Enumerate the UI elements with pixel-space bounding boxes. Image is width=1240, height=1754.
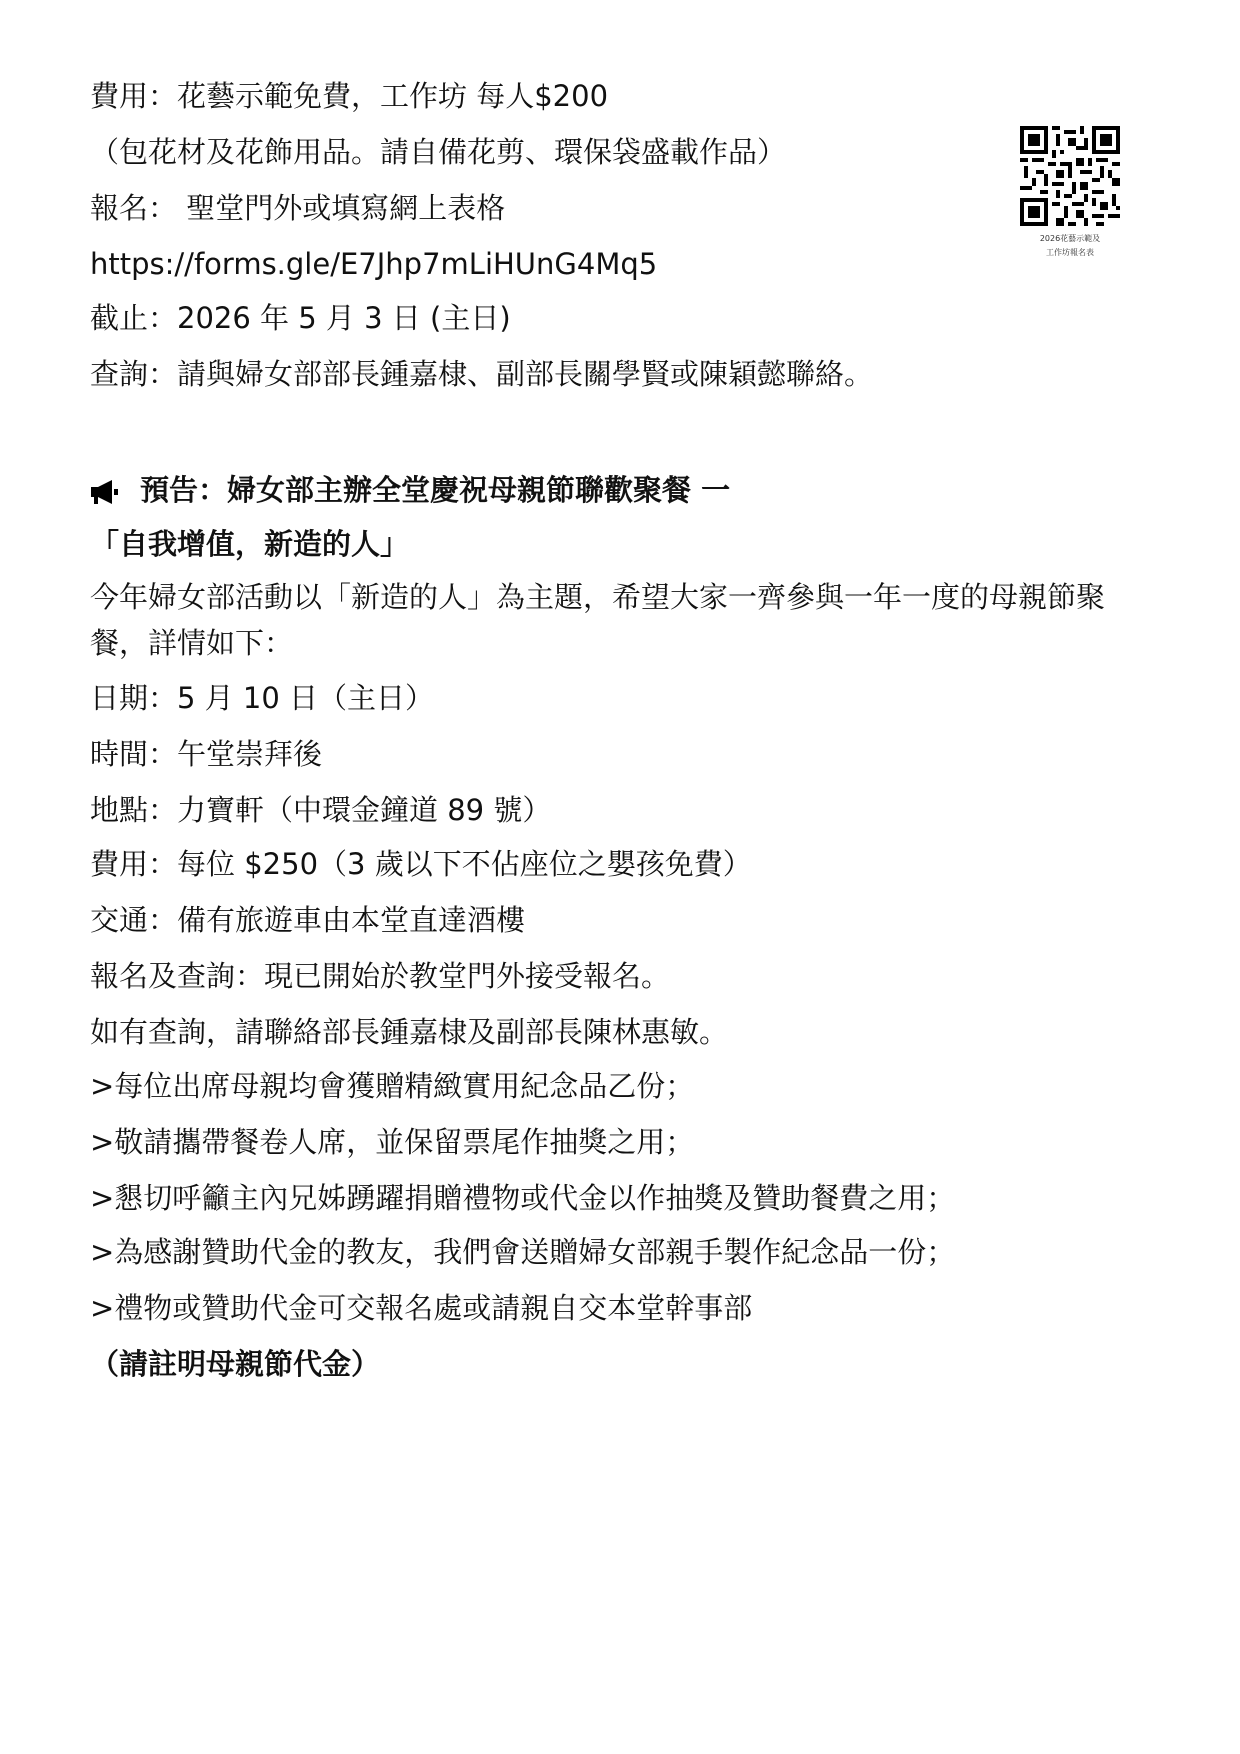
announcement-note: >禮物或贊助代金可交報名處或請親自交本堂幹事部 — [90, 1291, 753, 1325]
announcement-contact: 如有查詢，請聯絡部長鍾嘉棣及副部長陳林惠敏。 — [90, 1015, 729, 1049]
announcement-transport: 交通：備有旅遊車由本堂直達酒樓 — [90, 903, 526, 937]
announcement-theme: 「自我增值，新造的人」 — [90, 527, 410, 561]
announcement-note: >為感謝贊助代金的教友，我們會送贈婦女部親手製作紀念品一份； — [90, 1235, 956, 1269]
announcement-date: 日期：5 月 10 日（主日） — [90, 681, 435, 715]
announcement-intro: 今年婦女部活動以「新造的人」為主題，希望大家一齊參與一年一度的母親節聚餐，詳情如下： — [90, 580, 1106, 660]
qr-caption-line-1: 2026花藝示範及 — [1039, 234, 1101, 243]
workshop-form-url[interactable]: https://forms.gle/E7Jhp7mLiHUnG4Mq5 — [90, 247, 658, 281]
announcement-heading-text: 預告：婦女部主辦全堂慶祝母親節聯歡聚餐 一 — [140, 473, 731, 507]
qr-code-block — [1012, 126, 1128, 258]
announcement-note: >每位出席母親均會獲贈精緻實用紀念品乙份； — [90, 1069, 695, 1103]
megaphone-icon — [90, 475, 124, 515]
announcement-heading — [90, 470, 730, 515]
qr-caption-line-2: 工作坊報名表 — [1046, 248, 1094, 257]
announcement-fee: 費用：每位 $250（3 歲以下不佔座位之嬰孩免費） — [90, 847, 752, 881]
workshop-fee: 費用：花藝示範免費，工作坊 每人$200 — [90, 79, 609, 113]
announcement-venue: 地點：力寶軒（中環金鐘道 89 號） — [90, 793, 552, 827]
announcement-note: >懇切呼籲主內兄姊踴躍捐贈禮物或代金以作抽獎及贊助餐費之用； — [90, 1181, 956, 1215]
announcement-registration: 報名及查詢：現已開始於教堂門外接受報名。 — [90, 959, 671, 993]
workshop-deadline: 截止：2026 年 5 月 3 日 (主日) — [90, 301, 511, 335]
qr-code-icon — [1020, 126, 1120, 226]
announcement-time: 時間：午堂崇拜後 — [90, 737, 323, 771]
workshop-materials-note: （包花材及花飾用品。請自備花剪、環保袋盛載作品） — [90, 135, 787, 169]
announcement-closing-note: （請註明母親節代金） — [90, 1347, 381, 1381]
workshop-registration: 報名： 聖堂門外或填寫網上表格 — [90, 191, 506, 225]
announcement-note: >敬請攜帶餐卷人席，並保留票尾作抽獎之用； — [90, 1125, 695, 1159]
workshop-enquiry: 查詢：請與婦女部部長鍾嘉棣、副部長關學賢或陳穎懿聯絡。 — [90, 357, 874, 391]
